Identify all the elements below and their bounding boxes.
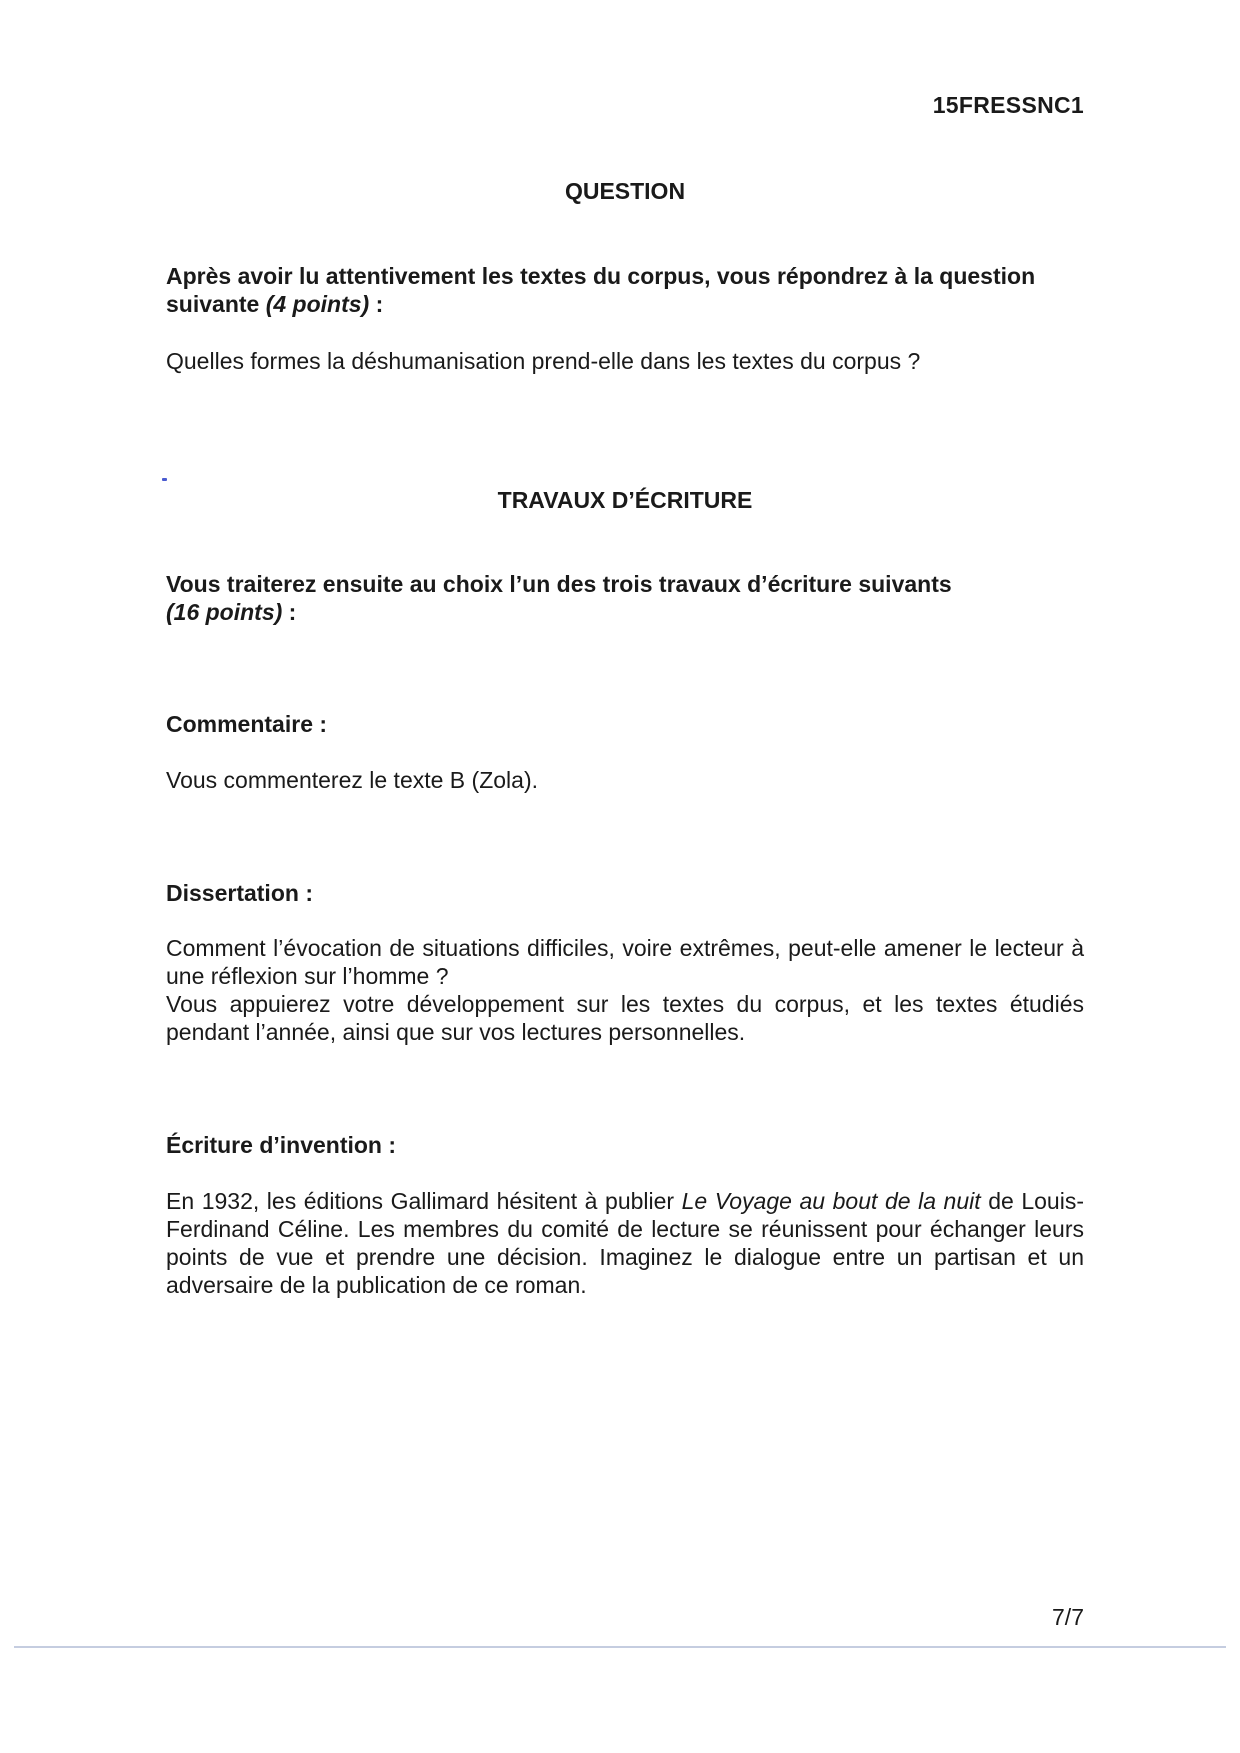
commentaire-text: Vous commenterez le texte B (Zola).: [166, 767, 538, 793]
exam-code: 15FRESSNC1: [932, 92, 1084, 118]
question-instructions-colon: :: [369, 291, 384, 317]
dissertation-text: [166, 934, 1084, 1046]
commentaire-title: Commentaire :: [166, 711, 328, 737]
travaux-instructions-text: Vous traiterez ensuite au choix l’un des trois travaux d’écriture suivants: [166, 571, 952, 597]
question-heading: QUESTION: [564, 178, 686, 204]
page-number: 7/7: [1052, 1604, 1084, 1630]
question-instructions-text: Après avoir lu attentivement les textes du corpus, vous répondrez à la question suivante: [166, 263, 1036, 317]
question-points: (4 points): [265, 291, 370, 317]
invention-title: Écriture d’invention :: [166, 1132, 397, 1158]
travaux-points: (16 points): [166, 599, 283, 625]
invention-book-title: Le Voyage au bout de la nuit: [681, 1188, 981, 1214]
question-text: Quelles formes la déshumanisation prend-elle dans les textes du corpus ?: [166, 348, 921, 374]
scan-edge-line: [14, 1646, 1226, 1648]
invention-text: [166, 1187, 1084, 1299]
dissertation-title: Dissertation :: [166, 880, 313, 906]
invention-text-end: de Louis-Ferdinand Céline. Les membres du comité de lecture se réunissent pour échanger leurs points de vue et prendre une décision. Imaginez le dialogue entre un partisan et un adversaire de la publication de ce roman.: [166, 1188, 1084, 1298]
dissertation-question: Comment l’évocation de situations difficiles, voire extrêmes, peut-elle amener le lecteur à une réflexion sur l’homme ?: [166, 935, 1084, 989]
travaux-heading: TRAVAUX D’ÉCRITURE: [497, 487, 753, 513]
question-instructions: [166, 262, 1084, 318]
invention-text-start: En 1932, les éditions Gallimard hésitent à publier: [166, 1188, 682, 1214]
travaux-instructions-colon: :: [282, 599, 297, 625]
scan-mark: [162, 478, 167, 481]
dissertation-instructions: Vous appuierez votre développement sur les textes du corpus, et les textes étudiés pendant l’année, ainsi que sur vos lectures personnelles.: [166, 991, 1084, 1045]
travaux-instructions: [166, 570, 1084, 626]
